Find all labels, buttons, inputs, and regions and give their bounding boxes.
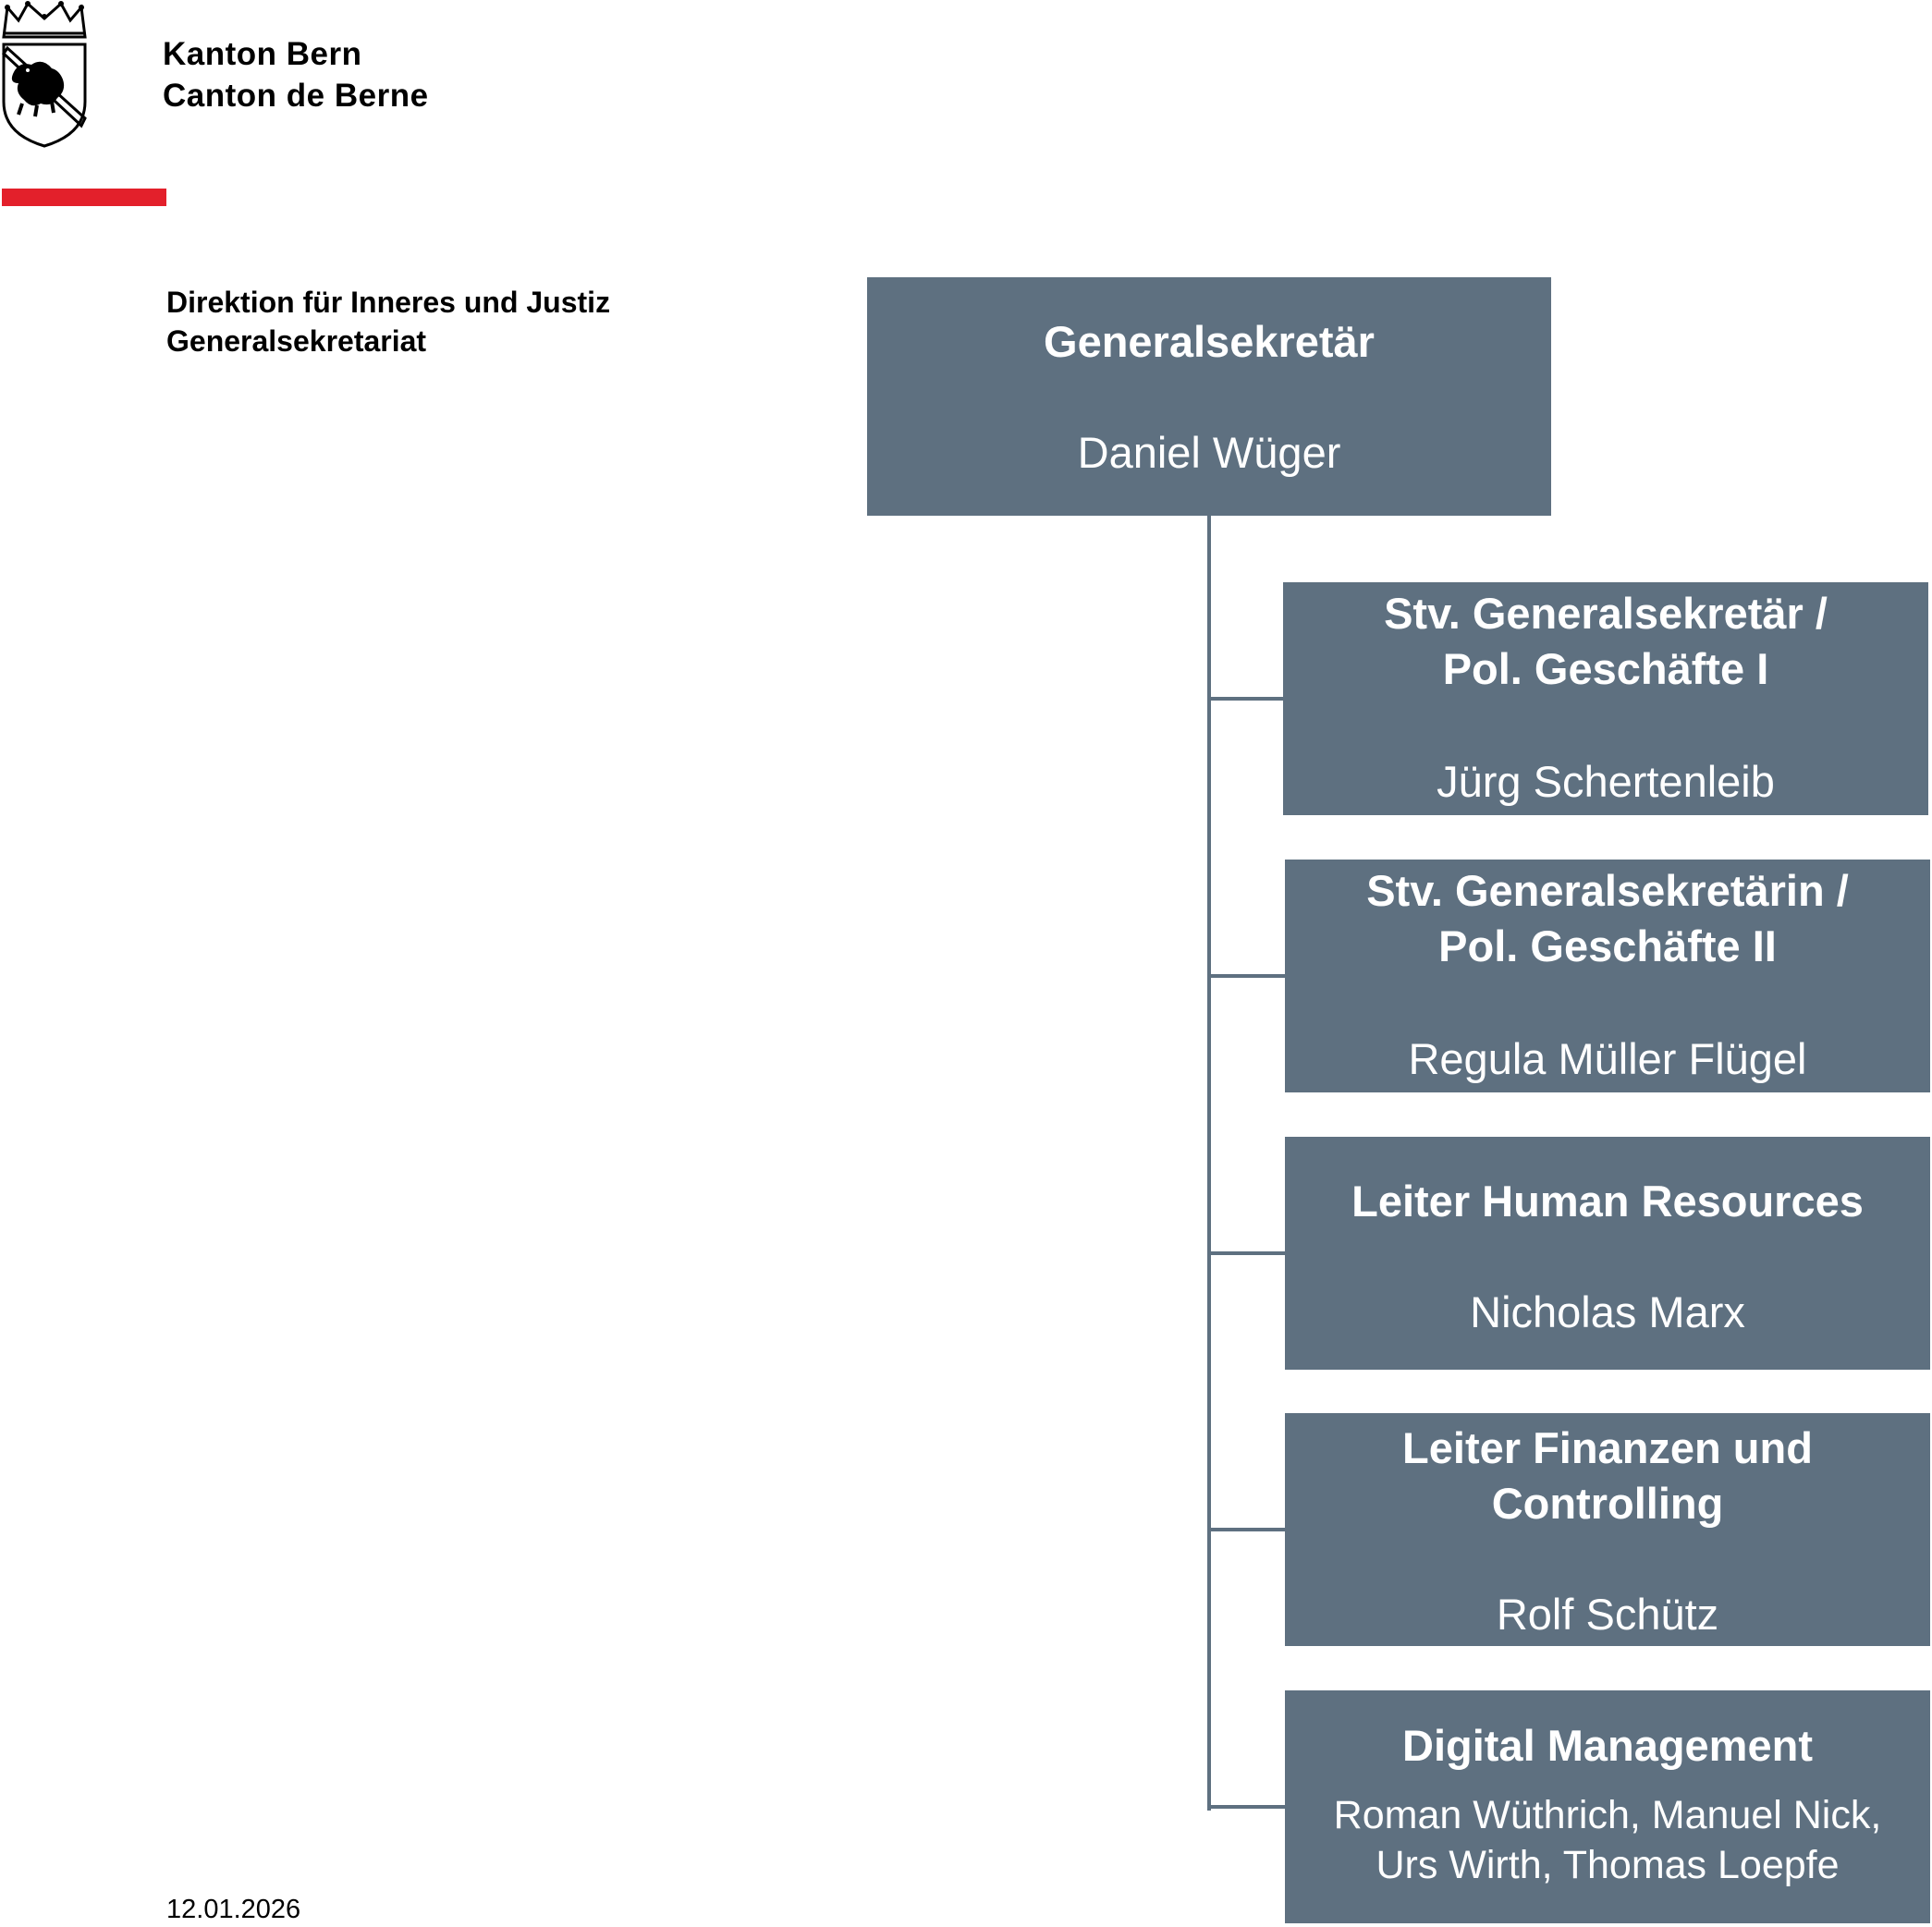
org-box-person: Rolf Schütz [1496,1590,1719,1639]
org-box-title-cont: Pol. Geschäfte I [1442,644,1769,693]
brand-wordmark [163,33,429,116]
org-box-generalsekretaer [867,277,1551,516]
org-box-person-cont: Urs Wirth, Thomas Loepfe [1376,1843,1840,1887]
org-box-person: Regula Müller Flügel [1408,1034,1807,1083]
connector-branch-4 [1207,1528,1285,1531]
org-box-title: Generalsekretär [1044,317,1375,366]
org-box-title: Leiter Finanzen und [1402,1423,1813,1472]
org-box-stv-generalsekretaer [1283,582,1928,815]
org-box-person: Roman Wüthrich, Manuel Nick, [1333,1793,1882,1837]
connector-branch-2 [1207,974,1285,978]
canton-bern-coat-of-arms-icon [0,0,89,150]
org-box-human-resources [1285,1137,1930,1370]
org-box-finanzen-controlling [1285,1413,1930,1646]
org-box-title: Stv. Generalsekretär / [1384,589,1828,638]
org-box-title: Digital Management [1402,1721,1813,1770]
brand-line-french: Canton de Berne [163,78,429,114]
document-date: 12.01.2026 [166,1895,301,1924]
org-box-person: Daniel Wüger [1077,428,1341,477]
connector-trunk [1207,515,1211,1811]
org-box-title: Leiter Human Resources [1351,1177,1864,1226]
org-box-digital-management [1285,1690,1930,1923]
org-box-person: Nicholas Marx [1470,1287,1745,1336]
unit-name: Generalsekretariat [166,324,427,358]
department-name: Direktion für Inneres und Justiz [166,286,611,319]
org-box-person: Jürg Schertenleib [1437,757,1775,806]
department-heading [166,283,610,360]
org-box-stv-generalsekretaerin [1285,860,1930,1092]
accent-bar [2,189,166,206]
connector-branch-5 [1207,1805,1285,1809]
org-box-title: Stv. Generalsekretärin / [1366,866,1849,915]
org-box-title-cont: Pol. Geschäfte II [1438,921,1777,970]
org-box-title-cont: Controlling [1491,1479,1724,1528]
brand-line-german: Kanton Bern [163,36,362,72]
connector-branch-3 [1207,1251,1285,1255]
connector-branch-1 [1207,697,1283,701]
